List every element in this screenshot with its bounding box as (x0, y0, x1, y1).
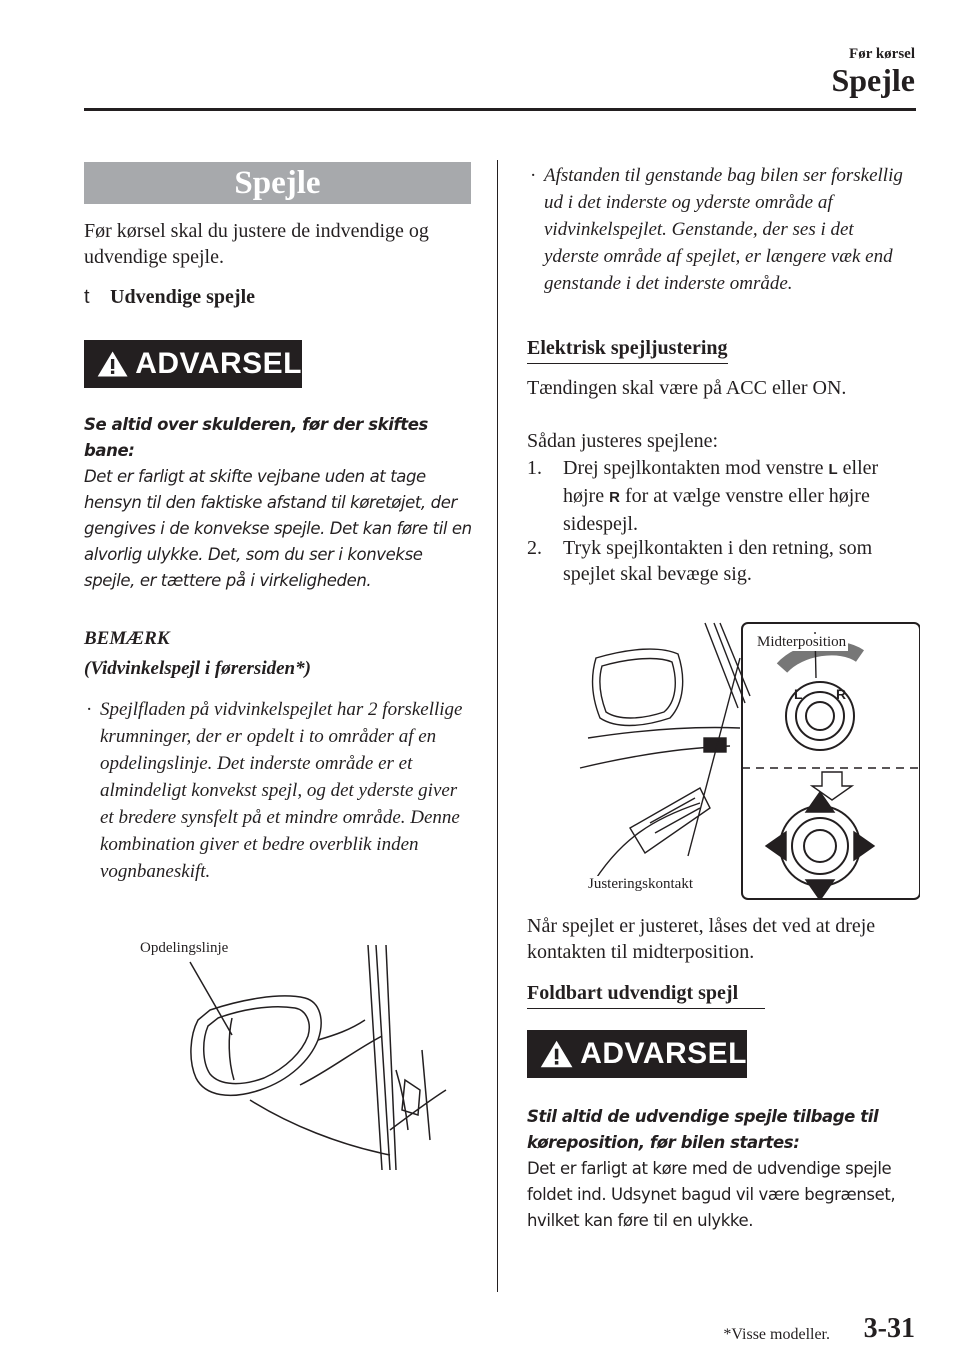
chapter-title: Før kørsel (849, 46, 915, 62)
step-number: 2. (527, 537, 542, 559)
heading-marker: t (84, 286, 90, 308)
sub-heading: Udvendige spejle (110, 286, 255, 308)
section-title: Spejle (831, 62, 915, 98)
step-1 (527, 455, 917, 537)
warning-bold: Stil altid de udvendige spejle tilbage til køreposition, før bilen startes: (527, 1107, 879, 1152)
bullet-dot: · (86, 699, 93, 720)
page-number: 3-31 (863, 1313, 915, 1344)
step-text: Tryk spejlkontakten i den retning, som spejlet skal bevæge sig. (563, 537, 873, 585)
intro-paragraph: Før kørsel skal du justere de indvendige og udvendige spejle. (84, 220, 429, 268)
electric-paragraph-2: Sådan justeres spejlene: (527, 430, 719, 452)
right-key-icon: R (609, 489, 620, 506)
step-2 (527, 535, 917, 587)
warning-body: Det er farligt at skifte vejbane uden at tage hensyn til den faktiske afstand til køretøjet, der gengives i de konvekse spejle. Det kan føre til en alvorlig ulykke. Det, som du ser i konvekse spejle, er tættere på i virkeligheden. (84, 467, 472, 590)
warning-text (84, 412, 476, 594)
mirror-switch-figure (560, 618, 920, 900)
left-key-icon: L (828, 461, 838, 478)
step-text-part: for at vælge venstre eller højre sidespejl. (563, 485, 870, 535)
knob-right-label: R (836, 686, 847, 702)
step-text (563, 455, 917, 537)
step-number: 1. (527, 457, 542, 479)
warning-box (84, 340, 302, 388)
note-subtitle: (Vidvinkelspejl i førersiden*) (84, 658, 311, 679)
electric-after: Når spejlet er justeret, låses det ved at dreje kontakten til midterposition. (527, 915, 876, 963)
note-title: BEMÆRK (84, 628, 170, 649)
warning-box (527, 1030, 747, 1078)
electric-heading: Elektrisk spejljustering (527, 337, 728, 364)
note-bullet (86, 696, 472, 885)
folding-heading: Foldbart udvendigt spejl (527, 982, 765, 1009)
figure2-label-top: Midterposition (757, 634, 847, 650)
warning-bold: Se altid over skulderen, før der skiftes bane: (84, 415, 428, 460)
column-divider (497, 160, 498, 1292)
note-bullet (530, 162, 910, 297)
sub-heading-row (84, 286, 255, 309)
electric-paragraph-1: Tændingen skal være på ACC eller ON. (527, 377, 847, 399)
figure2-label-bottom: Justeringskontakt (588, 876, 693, 892)
note-bullet-text: Spejlfladen på vidvinkelspejlet har 2 forskellige krumninger, der er opdelt i to områder af en opdelingslinje. Det inderste område er et almindeligt konvekst spejl, og det yderste giver et bredere synsfelt på et mindre område. Denne kombination giver et bedre overblik inden vognbaneskift. (100, 699, 463, 882)
figure1-label: Opdelingslinje (140, 940, 229, 956)
bullet-dot: · (530, 165, 537, 186)
warning-text (527, 1104, 907, 1234)
warning-label: ADVARSEL (580, 1037, 747, 1070)
wide-angle-mirror-figure (150, 940, 450, 1170)
warning-triangle-icon (539, 1037, 574, 1071)
warning-body: Det er farligt at køre med de udvendige spejle foldet ind. Udsynet bagud vil være begrænset, hvilket kan føre til en ulykke. (527, 1159, 896, 1230)
step-text-part: Drej spejlkontakten mod venstre (563, 457, 824, 479)
footer-note: *Visse modeller. (723, 1326, 830, 1343)
warning-label: ADVARSEL (135, 347, 302, 380)
note-bullet-text: Afstanden til genstande bag bilen ser forskellig ud i det inderste og yderste område af vidvinkelspejlet. Genstande, der ses i det yderste område af spejlet, er længere væk end genstande i det inderste område. (544, 165, 903, 294)
header-rule (84, 108, 916, 111)
step-text-part: eller højre (563, 457, 879, 507)
warning-triangle-icon (96, 347, 129, 381)
section-banner: Spejle (84, 162, 471, 204)
knob-left-label: L (794, 686, 803, 702)
